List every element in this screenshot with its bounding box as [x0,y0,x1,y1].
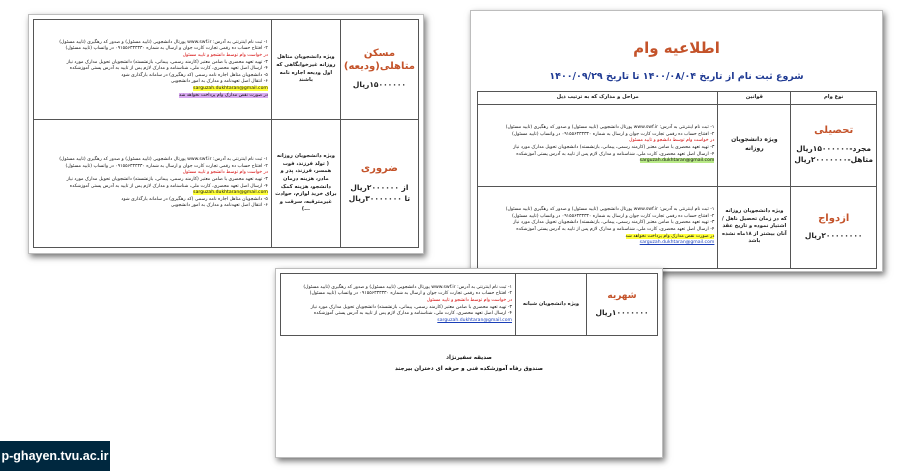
step-1: ۱- ثبت نام اینترنتی به آدرس: www.swf.ir پورتال دانشجویی (تایید مسئول) و صدور کد رهگیری (تایید مسئول) [59,156,268,162]
loan-eligibility: ویژه دانشجویان روزانه [731,136,778,153]
red-note: در خواست وام توسط دانشجو و تایید مسئول [182,52,268,58]
step-4: ۴- ارسال اصل تعهد محضری، کارت ملی، شناسنامه و مدارک لازم پس از تایید به آدرس پستی آموزشکده [516,227,715,233]
step-6: ۶- انتقال اصل تعهدنامه و مدارک به امور دانشجویی [170,203,268,209]
loan-amount: ۲۰۰۰۰۰۰۰۰ریال [804,231,863,241]
loan-type-cell [340,120,418,248]
note-highlight: در صورت نقص مدارک وام پرداخت نخواهد شد [179,92,268,98]
email-highlight: sarguzah.dukhtaran@gmail.com [639,158,715,164]
loan-eligibility-cell [271,120,340,248]
loan-type-cell [791,104,877,186]
loan-doc-page-left [28,14,424,254]
loan-eligibility: ویژه دانشجویان روزانه ( تولد فرزند، فوت همسر، فرزند، پدر و مادر، هزینه درمان دانشجو، هزینه کمک برای خرید لوازم، حوادث غیرمترقبه، سرقت و ...) [275,153,337,213]
loan-category: شهریه [607,290,637,301]
loan-eligibility: ویژه دانشجویان شبانه [522,300,580,307]
loan-amount: متاهل-۲۰۰۰۰۰۰۰ریال [794,154,873,164]
loan-table-bottom [280,273,658,336]
step-2: ۲- افتتاح حساب ده رقمی تجارت کارت جوان و ارسال به شماره ۰۹۱۵۵۶۳۳۳۳۳۰ در واتساپ (تایید مسئول) [309,291,512,297]
step-3: ۳- تهیه تعهد محضری با ضامن معتبر (کارمند رسمی، پیمانی، بازنشسته) دانشجویان تحویل مدارک مورد نیاز [310,304,512,310]
step-2: ۲- افتتاح حساب ده رقمی تجارت کارت جوان و ارسال به شماره ۰۹۱۵۵۶۳۳۳۳۳۰ در واتساپ (تایید مسئول) [65,163,268,169]
step-4: ۴- ارسال اصل تعهد محضری، کارت ملی، شناسنامه و مدارک لازم پس از تایید به آدرس پستی آموزشکده [516,151,715,157]
loan-eligibility: ویژه دانشجویان روزانه که در زمان تحصیل ناهل /اشتیار نموده و تاریخ عقد آنان بیشتر از ۱۸ماه نشده باشد [721,208,787,245]
loan-eligibility-cell [718,104,791,186]
step-1: ۱- ثبت نام اینترنتی به آدرس: www.swf.ir پورتال دانشجویی (تایید مسئول) و صدور کد رهگیری (تایید مسئول) [59,39,268,45]
step-3: ۳- تهیه تعهد محضری با ضامن معتبر (کارمند رسمی، پیمانی، بازنشسته) دانشجویان تحویل مدارک مورد نیاز [513,145,715,151]
step-4: ۴- ارسال اصل تعهد محضری، کارت ملی، شناسنامه و مدارک لازم پس از تایید به آدرس پستی آموزشکده [313,311,512,317]
step-6: ۶- انتقال اصل تعهدنامه و مدارک به امور دانشجویی [170,79,268,85]
loan-amount: ۱۰۰۰۰۰۰۰ریال [595,308,649,317]
note-highlight: در صورت نقص مدارک وام پرداخت نخواهد شد [625,233,715,239]
step-3: ۳- تهیه تعهد محضری با ضامن معتبر (کارمند رسمی، پیمانی، بازنشسته) دانشجویان تحویل مدارک مورد نیاز [66,176,268,182]
header-rules: قوانین [718,92,791,105]
step-5: ۵- دانشجویان متاهل اجاره نامه رسمی (کد رهگیری) در سامانه بارگذاری شود [121,72,268,78]
loan-steps-cell [34,120,272,248]
loan-category: ازدواج [818,212,850,224]
step-2: ۲- افتتاح حساب ده رقمی تجارت کارت جوان و ارسال به شماره ۰۹۱۵۵۶۳۳۳۳۳۰ در واتساپ (تایید مسئول) [512,131,715,137]
loan-amount: تا ۳۰۰۰۰۰۰۰ریال [348,193,411,203]
loan-steps-cell [34,20,272,120]
email-highlight: sarguzah.dukhtaran@gmail.com [193,86,268,92]
header-loan-type: نوع وام [791,92,877,105]
loan-category: ضروری [360,163,398,174]
loan-eligibility-cell [718,186,791,268]
loan-doc-page-bottom [275,268,663,458]
loan-category: مسکن متاهلی(ودیعه) [343,48,415,72]
loan-category: تحصیلی [814,125,854,137]
loan-steps-cell [478,104,718,186]
step-4: ۴- ارسال اصل تعهد محضری، کارت ملی، شناسنامه و مدارک لازم پس از تایید به آدرس پستی آموزشکده [69,66,268,72]
loan-eligibility: ویژه دانشجویان متاهل روزانه غیرخوابگاهی که اول ودیعه اجاره نامه باشند [276,54,336,84]
step-3: ۳- تهیه تعهد محضری با ضامن معتبر (کارمند رسمی، پیمانی، بازنشسته) دانشجویان تحویل مدارک مورد نیاز [66,59,268,65]
step-3: ۳- تهیه تعهد محضری با ضامن معتبر (کارمند رسمی، پیمانی، بازنشسته) دانشجویان تحویل مدارک مورد نیاز [513,220,715,226]
step-4: ۴- ارسال اصل تعهد محضری، کارت ملی، شناسنامه و مدارک لازم پس از تایید به آدرس پستی آموزشکده [69,183,268,189]
red-note: در خواست وام توسط دانشجو و تایید مسئول [426,297,512,303]
red-note: در خواست وام توسط دانشجو و تایید مسئول [629,138,715,144]
footer-organization: صندوق رفاه آموزشکده فنی و حرفه ای دختران بیرجند [394,366,544,372]
loan-amount: ۱۵۰۰۰۰۰۰ریال [352,80,406,90]
loan-eligibility-cell [516,274,587,336]
step-1: ۱- ثبت نام اینترنتی به آدرس: www.swf.ir پورتال دانشجویی (تایید مسئول) و صدور کد رهگیری (تایید مسئول) [505,125,715,131]
announcement-title: اطلاعیه وام [633,39,720,57]
step-5: ۵- دانشجویان متاهل اجاره نامه رسمی (کد رهگیری) در سامانه بارگذاری شود [121,196,268,202]
loan-type-cell [340,20,418,120]
loan-doc-page-right [470,10,883,272]
loan-type-cell [587,274,658,336]
header-steps: مراحل و مدارک که به ترتیب ذیل [478,92,718,105]
red-note: در خواست وام توسط دانشجو و تایید مسئول [182,170,268,176]
loan-type-cell [791,186,877,268]
loan-eligibility-cell [271,20,340,120]
announcement-subtitle: شروع ثبت نام از تاریخ ۱۴۰۰/۰۸/۰۴ تا تاریخ ۱۴۰۰/۰۹/۲۹ [549,71,804,82]
step-2: ۲- افتتاح حساب ده رقمی تجارت کارت جوان و ارسال به شماره ۰۹۱۵۵۶۳۳۳۳۳۰ در واتساپ (تایید مسئول) [512,213,715,219]
email-link[interactable]: sarguzah.dukhtaran@gmail.com [639,240,715,246]
email-link[interactable]: sarguzah.dukhtaran@gmail.com [437,317,512,323]
loan-amount: از ۲۰۰۰۰۰۰ریال [350,182,409,192]
loan-table-left [33,19,419,248]
loan-table-right [477,91,877,269]
email-highlight: sarguzah.dukhtaran@gmail.com [193,190,268,196]
step-2: ۲- افتتاح حساب ده رقمی تجارت کارت جوان و ارسال به شماره ۰۹۱۵۵۶۳۳۳۳۳۰ در واتساپ (تایید مسئول) [65,46,268,52]
step-1: ۱- ثبت نام اینترنتی به آدرس: www.swf.ir پورتال دانشجویی (تایید مسئول) و صدور کد رهگیری (تایید مسئول) [505,207,715,213]
loan-steps-cell [281,274,516,336]
site-watermark: p-ghayen.tvu.ac.ir [0,441,110,471]
footer-signature: صدیقه سفیرنژاد [446,355,492,361]
step-1: ۱- ثبت نام اینترنتی به آدرس: www.swf.ir پورتال دانشجویی (تایید مسئول) و صدور کد رهگیری (تایید مسئول) [303,284,512,290]
loan-steps-cell [478,186,718,268]
loan-amount: مجرد-۱۵۰۰۰۰۰۰ریال [796,143,872,153]
